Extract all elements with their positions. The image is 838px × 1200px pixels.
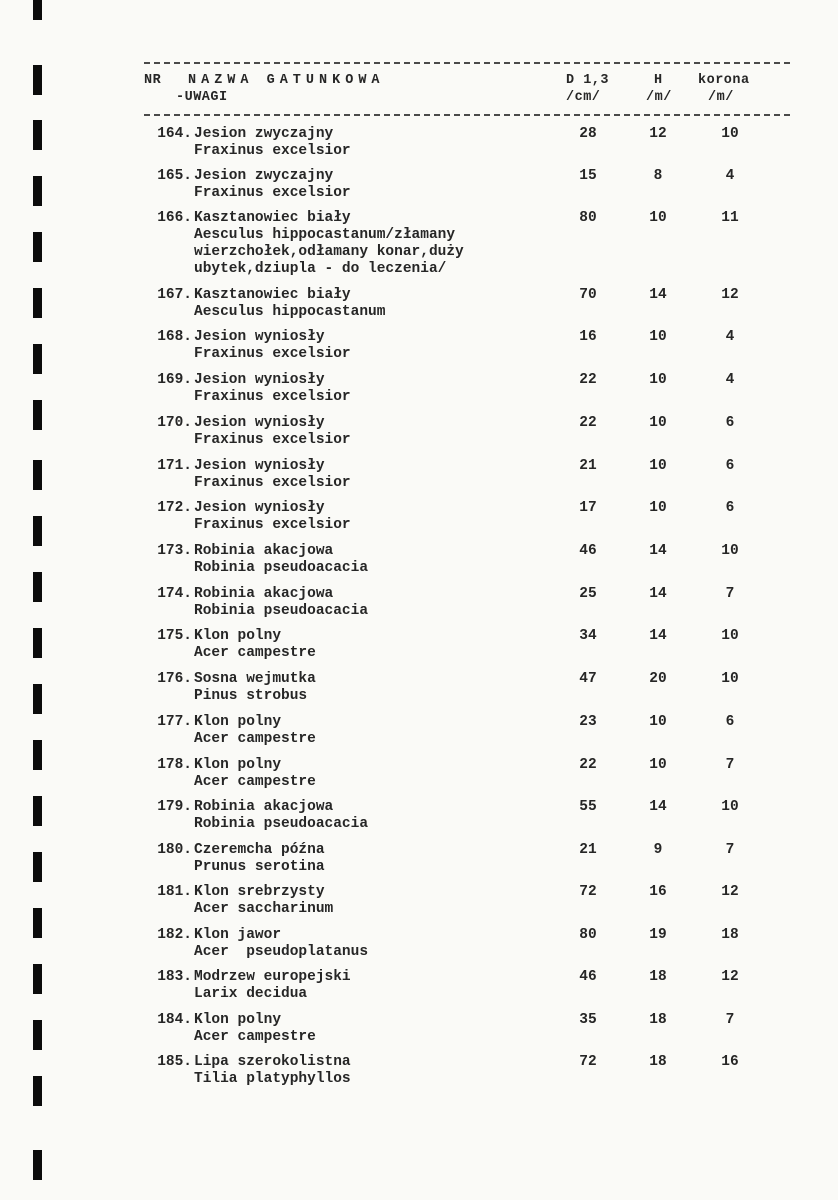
table-row	[0, 372, 838, 414]
row-number: 178.	[157, 757, 192, 773]
diameter-value: 25	[579, 586, 597, 602]
species-name	[194, 969, 351, 1003]
polish-name: Jesion wyniosły	[194, 329, 325, 345]
diameter-value: 21	[579, 842, 597, 858]
table-row	[0, 799, 838, 841]
polish-name: Jesion zwyczajny	[194, 126, 334, 142]
diameter-value: 16	[579, 329, 597, 345]
polish-name: Klon jawor	[194, 927, 282, 943]
crown-value: 16	[721, 1054, 739, 1070]
diameter-value: 72	[579, 1054, 597, 1070]
table-row	[0, 543, 838, 585]
row-number: 172.	[157, 500, 192, 516]
latin-name: Acer campestre	[194, 774, 316, 790]
height-value: 18	[649, 1012, 667, 1028]
species-name	[194, 126, 351, 160]
crown-value: 10	[721, 543, 739, 559]
species-name	[194, 671, 316, 705]
row-number: 170.	[157, 415, 192, 431]
height-value: 20	[649, 671, 667, 687]
row-number: 167.	[157, 287, 192, 303]
row-number: 177.	[157, 714, 192, 730]
height-value: 14	[649, 543, 667, 559]
species-name	[194, 927, 368, 961]
species-name	[194, 372, 351, 406]
row-number: 169.	[157, 372, 192, 388]
row-number: 179.	[157, 799, 192, 815]
polish-name: Kasztanowiec biały	[194, 287, 351, 303]
species-name	[194, 543, 368, 577]
row-number: 175.	[157, 628, 192, 644]
polish-name: Robinia akacjowa	[194, 586, 334, 602]
species-name	[194, 210, 464, 278]
height-value: 10	[649, 500, 667, 516]
row-number: 174.	[157, 586, 192, 602]
latin-name: ubytek,dziupla - do leczenia/	[194, 261, 447, 277]
latin-name: Fraxinus excelsior	[194, 185, 351, 201]
crown-value: 4	[725, 168, 735, 184]
species-name	[194, 799, 368, 833]
crown-value: 4	[725, 329, 735, 345]
diameter-value: 47	[579, 671, 597, 687]
latin-name: Larix decidua	[194, 986, 308, 1002]
diameter-value: 46	[579, 969, 597, 985]
height-value: 14	[649, 799, 667, 815]
crown-value: 6	[725, 458, 735, 474]
polish-name: Klon polny	[194, 757, 282, 773]
binding-mark	[33, 1150, 42, 1180]
latin-name: Fraxinus excelsior	[194, 432, 351, 448]
table-row	[0, 210, 838, 277]
table-row	[0, 884, 838, 926]
polish-name: Czeremcha późna	[194, 842, 325, 858]
height-value: 10	[649, 714, 667, 730]
header-height-unit: /m/	[646, 90, 672, 105]
crown-value: 12	[721, 884, 739, 900]
table-row	[0, 329, 838, 371]
table-row	[0, 969, 838, 1011]
crown-value: 7	[725, 586, 735, 602]
species-name	[194, 884, 333, 918]
table-row	[0, 168, 838, 210]
diameter-value: 23	[579, 714, 597, 730]
height-value: 19	[649, 927, 667, 943]
crown-value: 6	[725, 415, 735, 431]
row-number: 168.	[157, 329, 192, 345]
header-crown-unit: /m/	[708, 90, 734, 105]
header-top-rule	[144, 62, 790, 65]
diameter-value: 72	[579, 884, 597, 900]
polish-name: Klon polny	[194, 1012, 282, 1028]
latin-name: Aesculus hippocastanum/złamany	[194, 227, 456, 243]
binding-mark	[33, 0, 42, 20]
table-row	[0, 126, 838, 168]
species-name	[194, 415, 351, 449]
species-name	[194, 1054, 351, 1088]
header-bottom-rule	[144, 114, 790, 117]
polish-name: Jesion wyniosły	[194, 372, 325, 388]
crown-value: 12	[721, 969, 739, 985]
height-value: 10	[649, 210, 667, 226]
polish-name: Jesion wyniosły	[194, 500, 325, 516]
polish-name: Jesion wyniosły	[194, 415, 325, 431]
row-number: 180.	[157, 842, 192, 858]
latin-name: Prunus serotina	[194, 859, 325, 875]
latin-name: Robinia pseudoacacia	[194, 603, 369, 619]
table-row	[0, 757, 838, 799]
height-value: 10	[649, 329, 667, 345]
species-name	[194, 1012, 316, 1046]
latin-name: Fraxinus excelsior	[194, 143, 351, 159]
latin-name: Acer campestre	[194, 1029, 316, 1045]
species-name	[194, 586, 368, 620]
species-name	[194, 500, 351, 534]
diameter-value: 80	[579, 927, 597, 943]
diameter-value: 34	[579, 628, 597, 644]
header-height: H	[654, 73, 663, 88]
crown-value: 7	[725, 1012, 735, 1028]
latin-name: wierzchołek,odłamany konar,duży	[194, 244, 464, 260]
header-crown: korona	[698, 73, 750, 88]
header-remarks: -UWAGI	[176, 90, 228, 105]
crown-value: 10	[721, 126, 739, 142]
crown-value: 10	[721, 799, 739, 815]
height-value: 9	[653, 842, 663, 858]
latin-name: Fraxinus excelsior	[194, 389, 351, 405]
table-row	[0, 842, 838, 884]
diameter-value: 70	[579, 287, 597, 303]
diameter-value: 55	[579, 799, 597, 815]
table-row	[0, 1054, 838, 1096]
latin-name: Fraxinus excelsior	[194, 346, 351, 362]
row-number: 182.	[157, 927, 192, 943]
header-diameter: D 1,3	[566, 73, 610, 88]
crown-value: 7	[725, 757, 735, 773]
height-value: 10	[649, 415, 667, 431]
crown-value: 4	[725, 372, 735, 388]
diameter-value: 22	[579, 415, 597, 431]
polish-name: Jesion zwyczajny	[194, 168, 334, 184]
latin-name: Tilia platyphyllos	[194, 1071, 351, 1087]
latin-name: Acer saccharinum	[194, 901, 334, 917]
latin-name: Fraxinus excelsior	[194, 517, 351, 533]
polish-name: Klon srebrzysty	[194, 884, 325, 900]
binding-mark	[33, 65, 42, 95]
polish-name: Sosna wejmutka	[194, 671, 316, 687]
height-value: 18	[649, 1054, 667, 1070]
latin-name: Acer pseudoplatanus	[194, 944, 369, 960]
height-value: 14	[649, 287, 667, 303]
table-row	[0, 458, 838, 500]
polish-name: Robinia akacjowa	[194, 799, 334, 815]
table-row	[0, 287, 838, 329]
crown-value: 6	[725, 500, 735, 516]
crown-value: 6	[725, 714, 735, 730]
table-row	[0, 415, 838, 457]
table-row	[0, 586, 838, 628]
height-value: 16	[649, 884, 667, 900]
height-value: 12	[649, 126, 667, 142]
latin-name: Acer campestre	[194, 645, 316, 661]
height-value: 14	[649, 586, 667, 602]
polish-name: Klon polny	[194, 628, 282, 644]
latin-name: Aesculus hippocastanum	[194, 304, 386, 320]
height-value: 8	[653, 168, 663, 184]
polish-name: Modrzew europejski	[194, 969, 351, 985]
species-name	[194, 458, 351, 492]
crown-value: 11	[721, 210, 739, 226]
height-value: 18	[649, 969, 667, 985]
table-row	[0, 927, 838, 969]
species-name	[194, 842, 325, 876]
latin-name: Fraxinus excelsior	[194, 475, 351, 491]
crown-value: 18	[721, 927, 739, 943]
table-row	[0, 500, 838, 542]
row-number: 165.	[157, 168, 192, 184]
row-number: 181.	[157, 884, 192, 900]
table-row	[0, 1012, 838, 1054]
table-row	[0, 628, 838, 670]
species-name	[194, 714, 316, 748]
height-value: 14	[649, 628, 667, 644]
species-name	[194, 287, 385, 321]
diameter-value: 21	[579, 458, 597, 474]
height-value: 10	[649, 458, 667, 474]
diameter-value: 15	[579, 168, 597, 184]
polish-name: Lipa szerokolistna	[194, 1054, 351, 1070]
latin-name: Robinia pseudoacacia	[194, 816, 369, 832]
polish-name: Klon polny	[194, 714, 282, 730]
polish-name: Kasztanowiec biały	[194, 210, 351, 226]
crown-value: 10	[721, 671, 739, 687]
row-number: 171.	[157, 458, 192, 474]
header-nr: NR	[144, 73, 162, 88]
polish-name: Jesion wyniosły	[194, 458, 325, 474]
row-number: 164.	[157, 126, 192, 142]
species-name	[194, 628, 316, 662]
table-row	[0, 714, 838, 756]
species-name	[194, 757, 316, 791]
row-number: 184.	[157, 1012, 192, 1028]
diameter-value: 35	[579, 1012, 597, 1028]
latin-name: Acer campestre	[194, 731, 316, 747]
diameter-value: 22	[579, 372, 597, 388]
height-value: 10	[649, 757, 667, 773]
table-row	[0, 671, 838, 713]
diameter-value: 28	[579, 126, 597, 142]
row-number: 183.	[157, 969, 192, 985]
crown-value: 7	[725, 842, 735, 858]
species-name	[194, 329, 351, 363]
row-number: 185.	[157, 1054, 192, 1070]
crown-value: 12	[721, 287, 739, 303]
diameter-value: 80	[579, 210, 597, 226]
header-diameter-unit: /cm/	[566, 90, 601, 105]
latin-name: Robinia pseudoacacia	[194, 560, 369, 576]
row-number: 176.	[157, 671, 192, 687]
latin-name: Pinus strobus	[194, 688, 308, 704]
diameter-value: 17	[579, 500, 597, 516]
diameter-value: 22	[579, 757, 597, 773]
height-value: 10	[649, 372, 667, 388]
diameter-value: 46	[579, 543, 597, 559]
row-number: 166.	[157, 210, 192, 226]
row-number: 173.	[157, 543, 192, 559]
header-name: NAZWA GATUNKOWA	[188, 73, 385, 88]
polish-name: Robinia akacjowa	[194, 543, 334, 559]
species-name	[194, 168, 351, 202]
crown-value: 10	[721, 628, 739, 644]
